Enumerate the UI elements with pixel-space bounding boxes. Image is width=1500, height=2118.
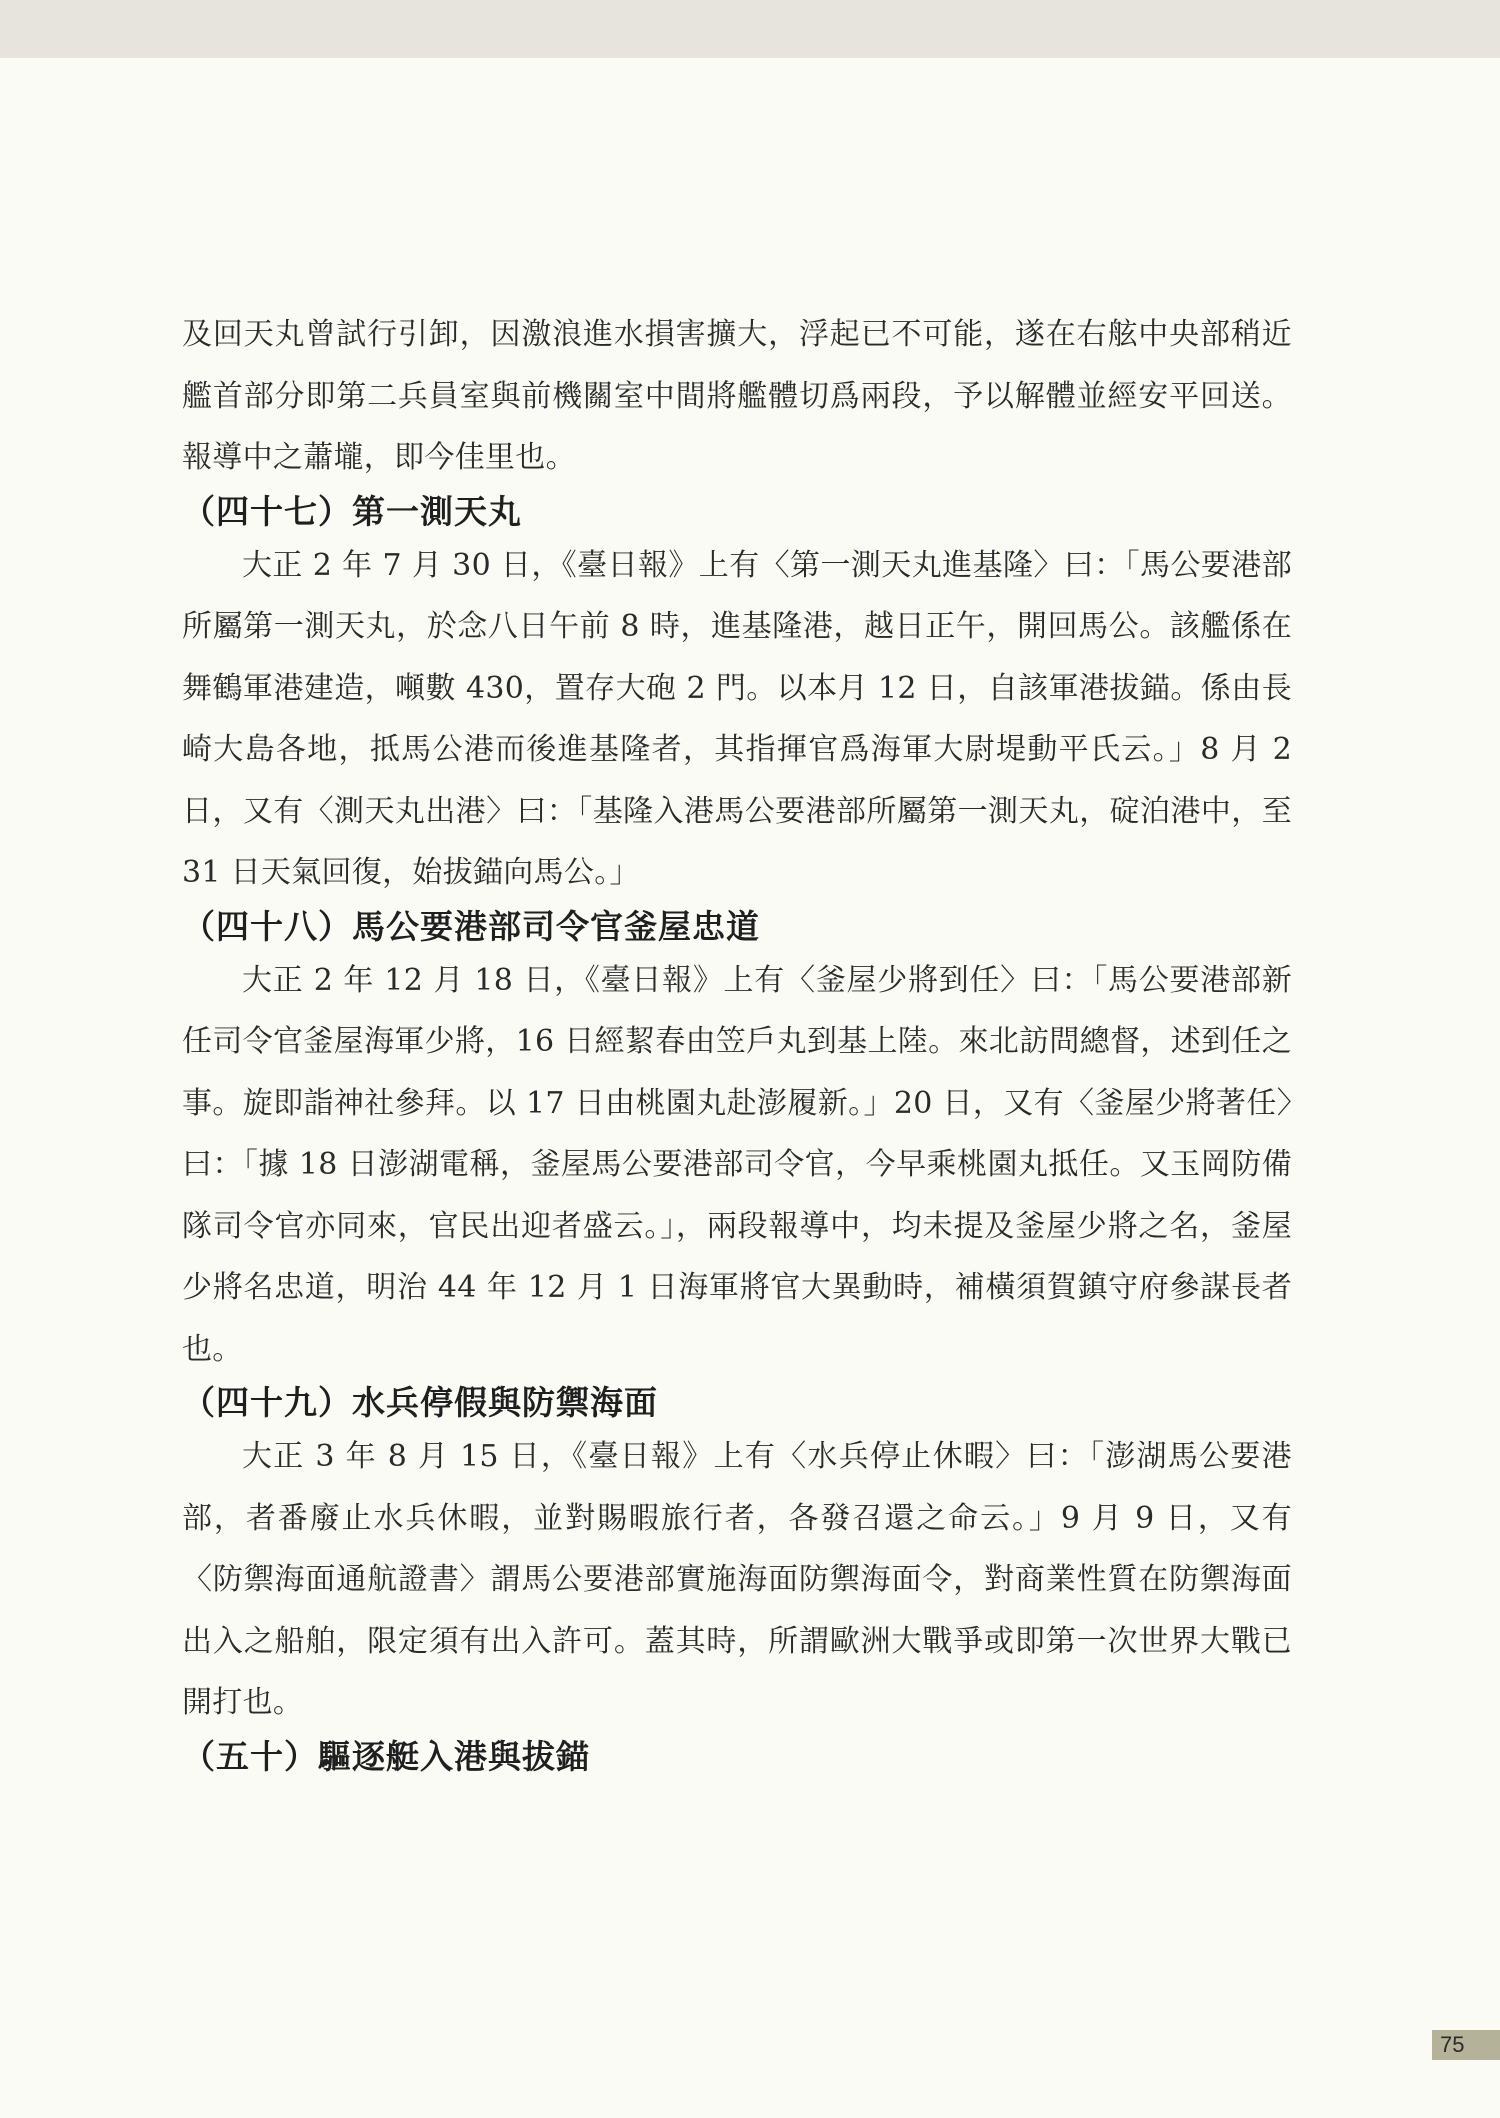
section-49-body: 大正 3 年 8 月 15 日，《臺日報》上有〈水兵停止休暇〉曰：「澎湖馬公要港部，者番廢止水兵休暇，並對賜暇旅行者，各發召還之命云。」9 月 9 日，又有〈防禦海面通航證書〉謂馬公要港部實施海面防禦海面令，對商業性質在防禦海面出入之船舶，限定須有出入許可。蓋其時，所謂歐洲大戰爭或即第一次世界大戰已開打也。 [182,1439,1292,1720]
page-number-tab: 75 [1432,2030,1500,2060]
section-48-heading: （四十八）馬公要港部司令官釜屋忠道 [182,906,760,946]
section-47-heading: （四十七）第一測天丸 [182,491,522,531]
book-page [0,58,1500,2118]
section-48-body: 大正 2 年 12 月 18 日，《臺日報》上有〈釜屋少將到任〉曰：「馬公要港部新任司令官釜屋海軍少將，16 日經絜春由笠戶丸到基上陸。來北訪問總督，述到任之事。旋即詣神社參拜。以 17 日由桃園丸赴澎履新。」20 日，又有〈釜屋少將著任〉曰：「據 18 日澎湖電稱，釜屋馬公要港部司令官，今早乘桃園丸抵任。又玉岡防備隊司令官亦同來，官民出迎者盛云。」，兩段報導中，均未提及釜屋少將之名，釜屋少將名忠道，明治 44 年 12 月 1 日海軍將官大異動時，補橫須賀鎮守府參謀長者也。 [182,962,1292,1367]
intro-paragraph: 及回天丸曾試行引卸，因激浪進水損害擴大，浮起已不可能，遂在右舷中央部稍近艦首部分即第二兵員室與前機關室中間將艦體切爲兩段，予以解體並經安平回送。報導中之蕭壠，即今佳里也。 [182,317,1292,475]
section-49-heading: （四十九）水兵停假與防禦海面 [182,1383,658,1422]
page-content [182,304,1292,1780]
section-50-heading: （五十）驅逐艇入港與拔錨 [182,1736,590,1776]
section-47-body: 大正 2 年 7 月 30 日，《臺日報》上有〈第一測天丸進基隆〉曰：「馬公要港部所屬第一測天丸，於念八日午前 8 時，進基隆港，越日正午，開回馬公。該艦係在舞鶴軍港建造，噸數 430，置存大砲 2 門。以本月 12 日，自該軍港拔錨。係由長崎大島各地，抵馬公港而後進基隆者，其指揮官爲海軍大尉堤動平氏云。」8 月 2 日，又有〈測天丸出港〉曰：「基隆入港馬公要港部所屬第一測天丸，碇泊港中，至 31 日天氣回復，始拔錨向馬公。」 [182,547,1292,890]
